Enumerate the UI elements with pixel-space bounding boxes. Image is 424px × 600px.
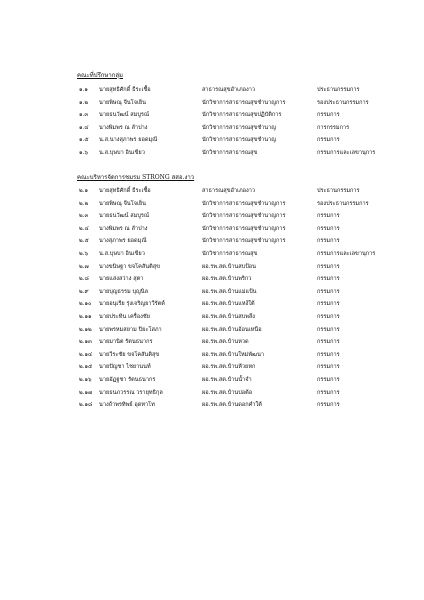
member-name: นายบุญธรรม บุญนิล: [99, 288, 149, 295]
member-position: ผอ.รพ.สต.บ้านดอกคำใต้: [202, 402, 262, 409]
member-name: นางขนิษฐา ขจโคสันติสุข: [99, 263, 160, 270]
item-number: ๑.๑: [79, 87, 88, 93]
item-number: ๒.๖: [79, 251, 89, 257]
list-item: [0, 239, 424, 248]
committee-role: กรรมการ: [317, 276, 340, 283]
item-number: ๒.๓: [79, 213, 89, 220]
member-name: นายอัฏฐชา รัตนธนากร: [99, 377, 156, 383]
committee-role: กรรมการ: [317, 326, 340, 333]
member-name: นายธนวัฒน์ สมบูรณ์: [99, 112, 150, 118]
member-name: นายมานิต รัตนธนากร: [99, 339, 153, 346]
member-position: นักวิชาการสาธารณสุขชำนาญการ: [202, 99, 286, 106]
member-name: นายปัญชา ไชยานนท์: [99, 364, 151, 371]
list-item: [0, 265, 424, 274]
committee-role: กรรมการและเลขานุการ: [317, 149, 376, 156]
committee-role: กรรมการ: [317, 112, 340, 118]
member-position: ผอ.รพ.สต.บ้านแม่แป้น: [202, 288, 257, 295]
committee-role: กรรมการ: [317, 288, 340, 295]
member-position: ผอ.รพ.สต.บ้านสบพลึง: [202, 314, 256, 320]
member-position: นักวิชาการสาธารณสุขชำนาญการ: [202, 225, 286, 232]
item-number: ๒.๑๐: [79, 301, 92, 308]
member-name: น.ส.บุษบา อินเขียว: [99, 251, 145, 257]
member-name: นางสุภาพร ยอดมุณี: [99, 238, 147, 245]
member-position: ผอ.รพ.สต.บ้านบ่อต้อ: [202, 389, 253, 396]
item-number: ๒.๔: [79, 225, 89, 232]
item-number: ๒.๑๗: [79, 389, 93, 396]
item-number: ๒.๙: [79, 288, 89, 295]
list-item: [0, 290, 424, 299]
item-number: ๒.๑๑: [79, 314, 92, 320]
item-number: ๒.๑๖: [79, 377, 92, 383]
committee-role: กรรมการ: [317, 238, 340, 245]
item-number: ๒.๗: [79, 263, 89, 270]
member-position: นักวิชาการสาธารณสุขชำนาญ: [202, 137, 277, 143]
committee-role: กรรมการ: [317, 225, 340, 232]
section1-heading: คณะที่ปรึกษากลุ่ม: [77, 72, 124, 79]
member-name: นางพิมพร ณ ลำปาง: [99, 225, 148, 232]
member-position: นักวิชาการสาธารณสุขชำนาญการ: [202, 200, 286, 207]
list-item: [0, 353, 424, 362]
member-name: นายธนวัฒน์ สมบูรณ์: [99, 213, 150, 220]
member-name: นายสุทธิศักดิ์ ธีระเชื้อ: [99, 188, 151, 194]
member-name: นายพรหมสยาม ปิยะโสภา: [99, 326, 162, 333]
item-number: ๒.๑๕: [79, 364, 93, 371]
list-item: [0, 189, 424, 198]
list-item: [0, 88, 424, 97]
item-number: ๑.๔: [79, 124, 89, 131]
committee-role: กรรมการ: [317, 351, 340, 358]
item-number: ๒.๑๒: [79, 326, 92, 333]
item-number: ๒.๑๘: [79, 402, 93, 409]
member-position: ผอ.รพ.สต.บ้านสบป้อน: [202, 263, 256, 270]
list-item: [0, 328, 424, 337]
member-name: นายพิษณุ จีนโจเย็น: [99, 99, 146, 106]
list-item: [0, 138, 424, 147]
member-position: สาธารณสุขอำเภองาว: [202, 87, 256, 93]
committee-role: กรรมการ: [317, 137, 340, 143]
committee-role: รองประธานกรรมการ: [317, 99, 369, 106]
list-item: [0, 126, 424, 135]
member-name: นางถ้าพรทิพย์ อุดทาโท: [99, 402, 155, 409]
member-position: นักวิชาการสาธารณสุขชำนาญการ: [202, 213, 286, 220]
list-item: [0, 315, 424, 324]
item-number: ๒.๒: [79, 200, 89, 207]
member-position: นักวิชาการสาธารณสุขชำนาญการ: [202, 238, 286, 245]
member-position: สาธารณสุขอำเภองาว: [202, 188, 256, 194]
member-name: นายอนุเรีย รุ่งเจริญยาวีรัตต์: [99, 301, 165, 308]
member-name: นางพิมพร ณ ลำปาง: [99, 124, 148, 131]
member-position: ผอ.รพ.สต.บ้านพริกว: [202, 276, 252, 283]
committee-role: กรรมการ: [317, 339, 340, 346]
item-number: ๑.๕: [79, 137, 89, 143]
item-number: ๒.๑๔: [79, 351, 93, 358]
item-number: ๑.๖: [79, 149, 88, 156]
list-item: [0, 151, 424, 160]
list-item: [0, 378, 424, 387]
member-name: นายวีระชัย ขจโคสันติสุข: [99, 351, 160, 358]
committee-role: กรรมการ: [317, 402, 340, 409]
list-item: [0, 391, 424, 400]
list-item: [0, 365, 424, 374]
item-number: ๒.๘: [79, 276, 89, 283]
member-name: นายประทิน เครื่องชัย: [99, 314, 150, 320]
member-name: น.ส.บุษบา อินเขียว: [99, 149, 145, 156]
list-item: [0, 113, 424, 122]
committee-role: ประธานกรรมการ: [317, 188, 360, 194]
committee-role: กรรมการ: [317, 301, 340, 308]
member-name: นายธนภวรรณ วรายุทธิกุล: [99, 389, 163, 396]
committee-role: กรรมการ: [317, 314, 340, 320]
item-number: ๒.๑: [79, 188, 89, 194]
member-position: ผอ.รพ.สต.บ้านอ้อนเหนือ: [202, 326, 262, 333]
committee-role: กรรมการและเลขานุการ: [317, 251, 376, 257]
member-position: นักวิชาการสาธารณสุขชำนาญ: [202, 124, 277, 131]
section2-heading: คณะบริหารจัดการชมรม STRONG สสอ.งาว: [77, 174, 195, 181]
member-position: ผอ.รพ.สต.บ้านน้ำจำ: [202, 377, 252, 383]
item-number: ๒.๑๓: [79, 339, 92, 346]
list-item: [0, 214, 424, 223]
list-item: [0, 302, 424, 311]
member-name: นายแสงสว่าง สุตา: [99, 276, 144, 283]
committee-role: กรรมการ: [317, 263, 340, 270]
member-position: ผอ.รพ.สต.บ้านห้วยหก: [202, 364, 256, 371]
member-position: ผอ.รพ.สต.บ้านหวด: [202, 339, 249, 346]
item-number: ๒.๕: [79, 238, 89, 245]
committee-role: กรรมการ: [317, 213, 340, 220]
member-position: นักวิชาการสาธารณสุข: [202, 251, 258, 257]
member-position: ผอ.รพ.สต.บ้านแหง์ใต้: [202, 301, 255, 308]
list-item: [0, 277, 424, 286]
member-position: นักวิชาการสาธารณสุขปฏิบัติการ: [202, 112, 282, 118]
member-position: ผอ.รพ.สต.บ้านใหม่พัฒนา: [202, 351, 265, 358]
member-name: นายสุทธิศักดิ์ ธีระเชื้อ: [99, 87, 151, 93]
committee-role: การกรรมการ: [317, 124, 350, 131]
item-number: ๑.๒: [79, 99, 89, 106]
committee-role: กรรมการ: [317, 377, 340, 383]
member-name: น.ส.นางสุภาพร ยอดมุณี: [99, 137, 158, 143]
committee-role: รองประธานกรรมการ: [317, 200, 369, 207]
list-item: [0, 202, 424, 211]
item-number: ๑.๓: [79, 112, 89, 118]
list-item: [0, 340, 424, 349]
list-item: [0, 252, 424, 261]
member-name: นายพิษณุ จีนโจเย็น: [99, 200, 146, 207]
list-item: [0, 101, 424, 110]
committee-role: กรรมการ: [317, 389, 340, 396]
member-position: นักวิชาการสาธารณสุข: [202, 149, 258, 156]
committee-role: ประธานกรรมการ: [317, 87, 360, 93]
list-item: [0, 227, 424, 236]
list-item: [0, 403, 424, 412]
committee-role: กรรมการ: [317, 364, 340, 371]
